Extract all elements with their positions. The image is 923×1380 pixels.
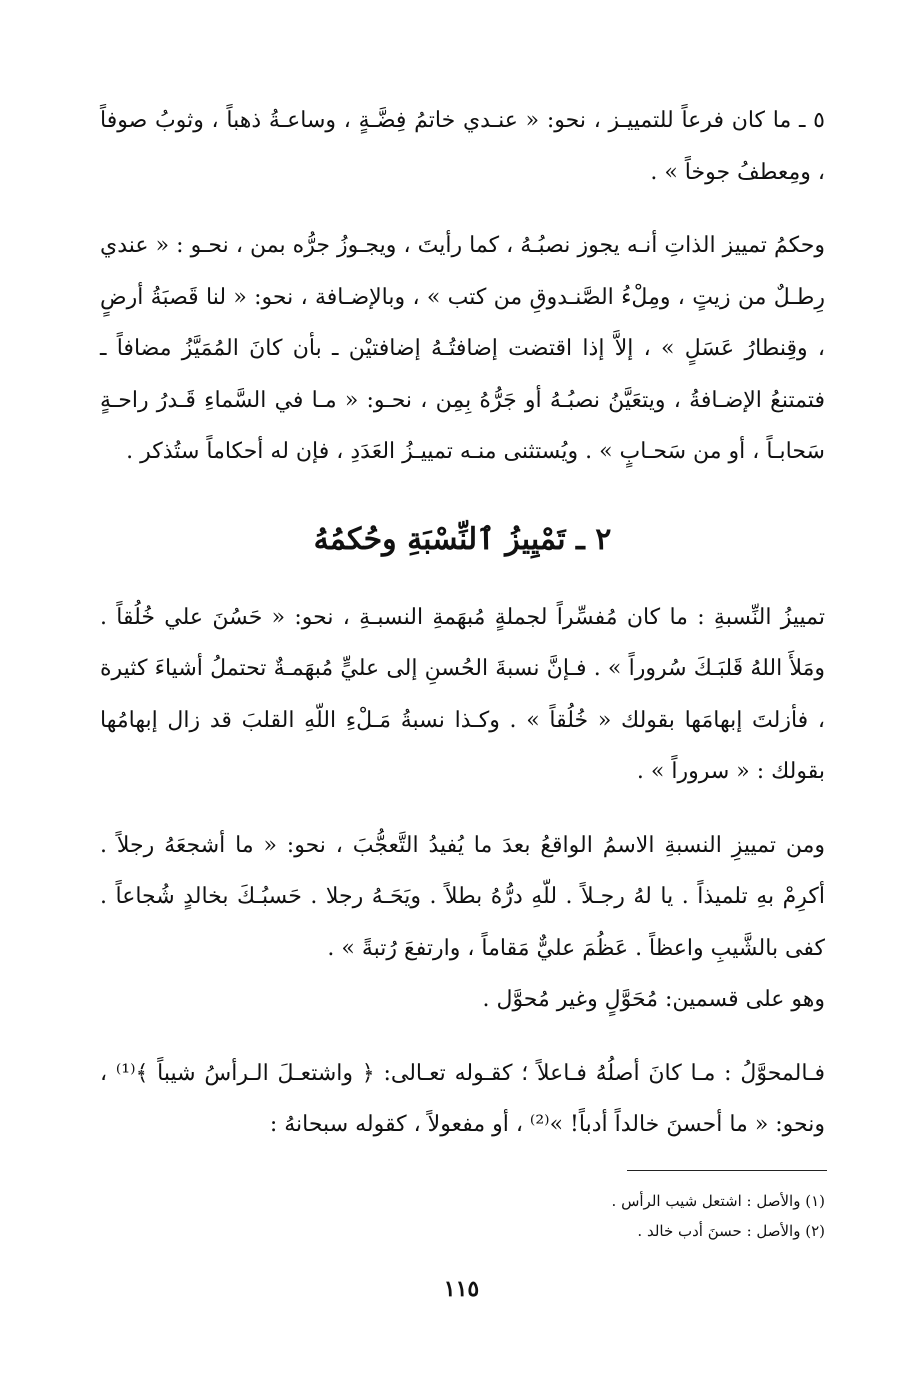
footnotes bbox=[470, 1186, 825, 1246]
paragraph-ruling: وحكمُ تمييز الذاتِ أنـه يجوز نصبُـهُ ، كما رأيتَ ، ويجـوزُ جرُّه بمن ، نحـو : « عندي رِطـلٌ من زيتٍ ، ومِلْءُ الصَّنـدوقِ من كتب » ، وبالإضـافة ، نحو: « لنا قَصبَةُ أرضٍ ، وقِنطارُ عَسَلٍ » ، إلاَّ إذا اقتضت إضافتُـهُ إضافتيْن ـ بأن كانَ المُمَيَّزُ مضافاً ـ فتمتنعُ الإضـافةُ ، ويتعَيَّنُ نصبُـهُ أو جَرُّهُ بِمِن ، نحـو: « مـا في السَّماءِ قَـدرُ راحـةٍ سَحابـاً ، أو من سَحـابٍ » . ويُستثنى منـه تمييـزُ العَدَدِ ، فإن له أحكاماً ستُذكر . bbox=[100, 233, 825, 464]
footnote-2: (٢) والأصل : حسنَ أدب خالد . bbox=[637, 1222, 825, 1240]
paragraph-item-5: ٥ ـ ما كان فرعاً للتمييـز ، نحو: « عنـدي خاتمُ فِضَّـةٍ ، وساعـةُ ذهباً ، وثوبُ صوفاً ، ومِعطفُ جوخاً » . bbox=[100, 108, 825, 185]
paragraph-two-types: وهو على قسمين: مُحَوَّلٍ وغير مُحوَّل . bbox=[482, 987, 825, 1012]
spacer bbox=[100, 198, 825, 220]
footnote-divider bbox=[627, 1170, 827, 1171]
spacer bbox=[100, 570, 825, 592]
spacer bbox=[100, 798, 825, 820]
spacer bbox=[100, 478, 825, 510]
paragraph-definition: تمييزُ النِّسبةِ : ما كان مُفسِّراً لجملةٍ مُبهَمةِ النسبـةِ ، نحو: « حَسُنَ علي خُلُقاً . ومَلأَ اللهُ قَلبَـكَ سُروراً » . فـإنَّ نسبةَ الحُسنِ إلى عليٍّ مُبهَمـةٌ تحتملُ أشياءَ كثيرة ، فأزلتَ إبهامَها بقولك « خُلُقاً » . وكـذا نسبةُ مَـلْءِ اللّهِ القلبَ قد زال إبهامُها بقولك : « سروراً » . bbox=[100, 604, 825, 784]
page-body bbox=[100, 95, 825, 1151]
section-heading: ٢ ـ تَمْيِيزُ ٱلنِّسْبَةِ وحُكمُهُ bbox=[313, 521, 612, 557]
paragraph-exclamation: ومن تمييزِ النسبةِ الاسمُ الواقعُ بعدَ ما يُفيدُ التَّعجُّبَ ، نحو: « ما أشجعَهُ رجلاً . أكرِمْ بهِ تلميذاً . يا لهُ رجـلاً . للّهِ درُّهُ بطلاً . ويَحَـهُ رجلا . حَسبُـكَ بخالدٍ شُجاعاً . كفى بالشَّيبِ واعظاً . عَظُمَ عليٌّ مَقاماً ، وارتفعَ رُتبةً » . bbox=[100, 832, 825, 961]
footnote-1: (١) والأصل : اشتعل شيب الرأس . bbox=[611, 1192, 825, 1210]
spacer bbox=[100, 1026, 825, 1048]
paragraph-transformed: فـالمحوَّلُ : مـا كانَ أصلُهُ فـاعلاً ؛ كقـوله تعـالى: ﴿ واشتعـلَ الـرأسُ شيباً ﴾⁽¹⁾ ، ونحو: « ما أحسنَ خالداً أدباً! »⁽²⁾ ، أو مفعولاً ، كقوله سبحانهُ : bbox=[100, 1060, 825, 1137]
page-number: ١١٥ bbox=[443, 1276, 480, 1302]
